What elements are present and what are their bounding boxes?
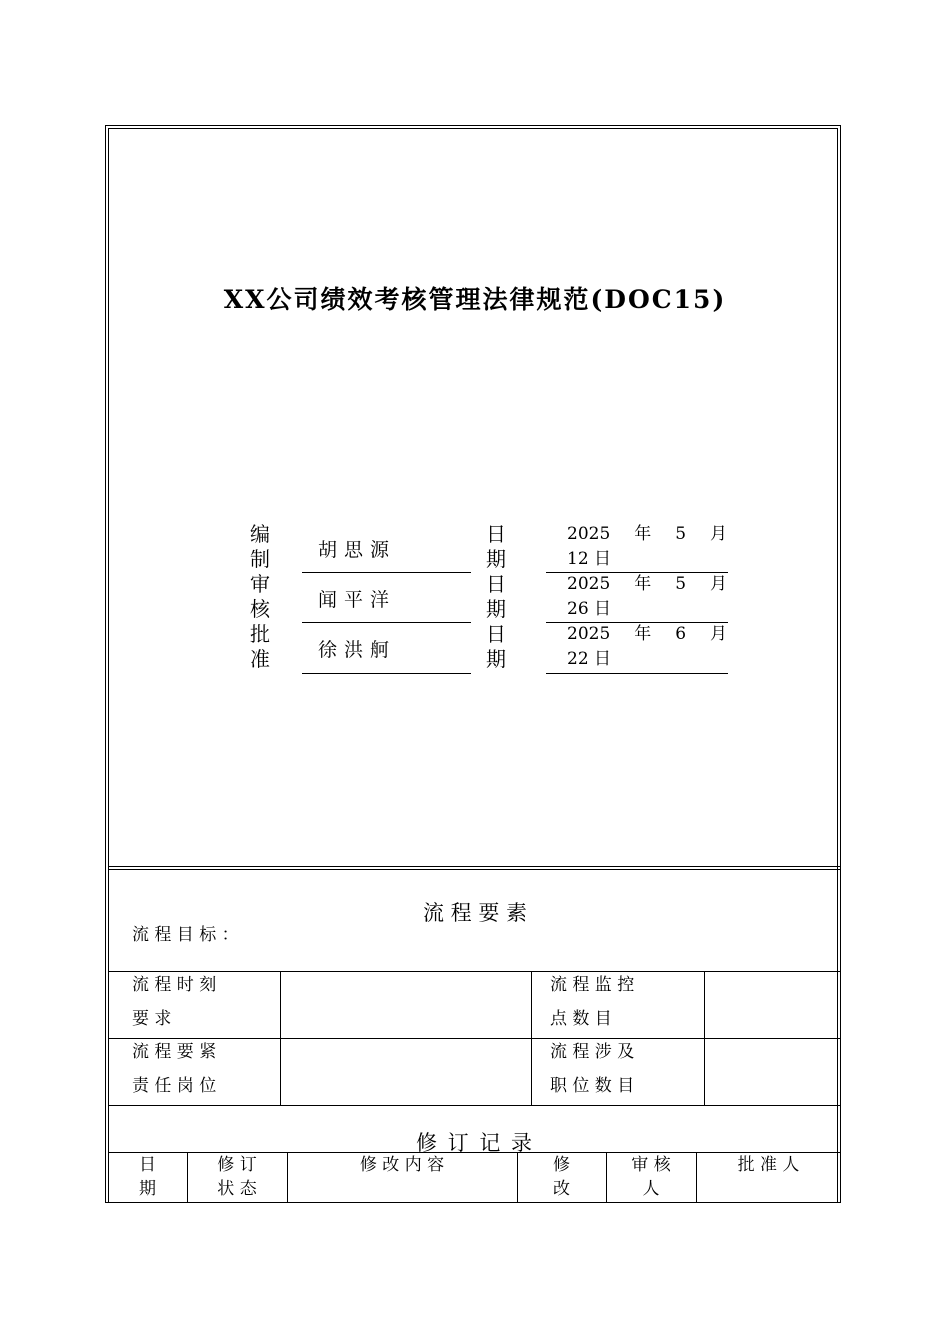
table-rule — [108, 1038, 841, 1039]
process-goal-label: 流 程 目 标 ： — [132, 925, 239, 945]
section-divider — [108, 869, 841, 870]
table-rule — [108, 971, 841, 972]
signoff-date-label: 日 期 — [486, 522, 506, 571]
signoff-name-underline — [302, 673, 471, 674]
revision-header-reviewer: 审 核 人 — [631, 1155, 671, 1199]
process-field-label: 流 程 要 紧 责 任 岗 位 — [132, 1042, 217, 1096]
signoff-role-label: 审 核 — [250, 572, 270, 621]
revision-header-approver: 批 准 人 — [737, 1155, 800, 1175]
signoff-name: 闻平洋 — [318, 589, 397, 611]
document-title: XX公司绩效考核管理法律规范(DOC15) — [223, 285, 727, 314]
process-field-label: 流 程 监 控 点 数 目 — [550, 975, 635, 1029]
signoff-name: 徐洪舸 — [318, 639, 397, 661]
table-col-rule — [531, 971, 532, 1105]
signoff-date-label: 日 期 — [486, 572, 506, 621]
revision-header-status: 修 订 状 态 — [217, 1155, 257, 1199]
signoff-date-underline — [546, 673, 728, 674]
revision-header-content: 修 改 内 容 — [359, 1155, 445, 1175]
section-divider — [108, 866, 841, 867]
table-rule — [105, 1202, 841, 1203]
signoff-name: 胡思源 — [318, 539, 397, 561]
table-rule — [108, 1105, 841, 1106]
revision-record-heading: 修 订 记 录 — [415, 1131, 535, 1155]
table-col-rule — [704, 971, 705, 1105]
signoff-date: 2025 年 5 月 26 日 — [567, 574, 727, 619]
signoff-date: 2025 年 5 月 12 日 — [567, 524, 727, 569]
signoff-date-label: 日 期 — [486, 622, 506, 671]
signoff-name-underline — [302, 572, 471, 573]
revision-header-date: 日 期 — [139, 1155, 156, 1199]
signoff-name-underline — [302, 622, 471, 623]
revision-header-modifier: 修 改 — [553, 1155, 570, 1199]
process-elements-heading: 流 程 要 素 — [422, 901, 528, 925]
table-col-rule — [280, 971, 281, 1105]
process-field-label: 流 程 涉 及 职 位 数 目 — [550, 1042, 635, 1096]
signoff-role-label: 编 制 — [250, 522, 270, 571]
signoff-date: 2025 年 6 月 22 日 — [567, 624, 727, 669]
process-field-label: 流 程 时 刻 要 求 — [132, 975, 217, 1029]
signoff-role-label: 批 准 — [250, 622, 270, 671]
